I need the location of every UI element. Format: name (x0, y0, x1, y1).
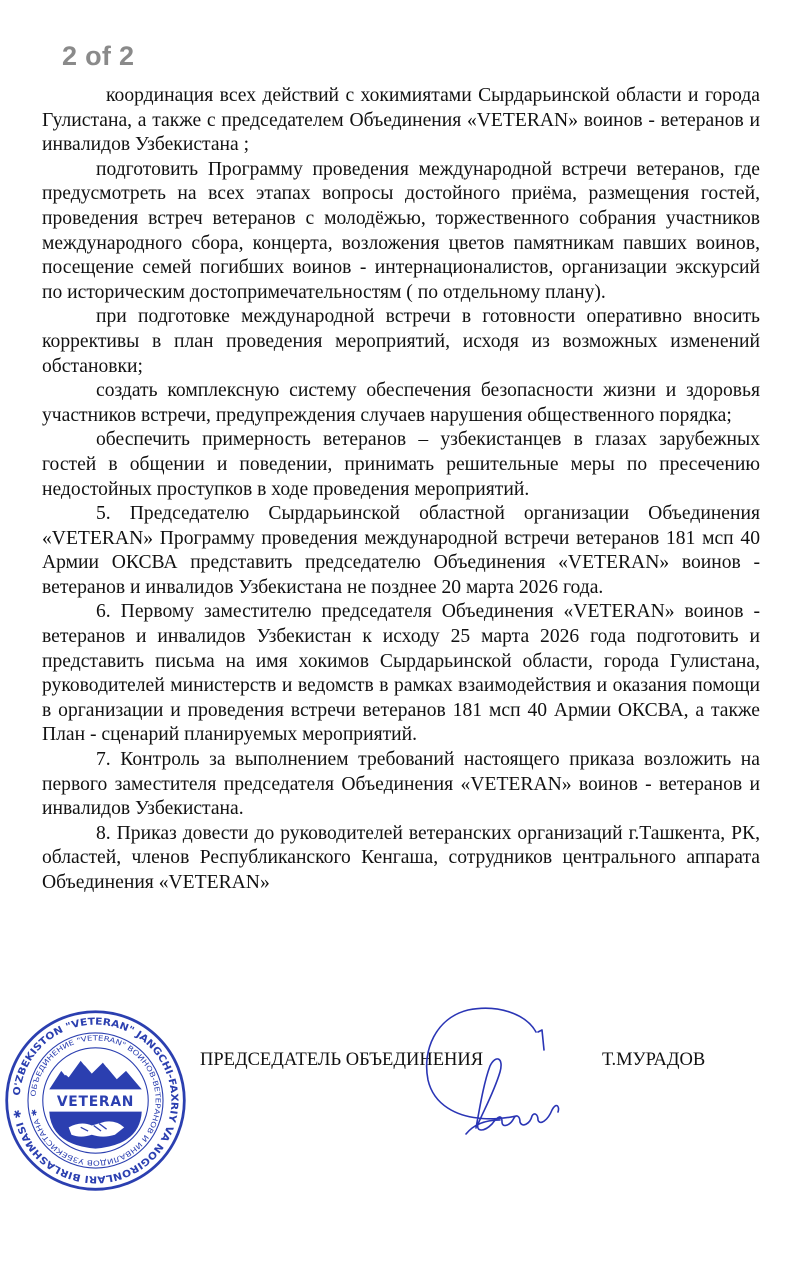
official-stamp (3, 1008, 188, 1193)
paragraph-security: создать комплексную систему обеспечения безопасности жизни и здоровья участников встречи, предупреждения случаев нарушения общественного порядка; (42, 380, 760, 426)
stamp-mountains-icon (49, 1061, 142, 1090)
paragraph-corrections: при подготовке международной встречи в готовности оперативно вносить коррективы в план проведения мероприятий, исходя из возможных изменений обстановки; (42, 306, 760, 377)
paragraph-item-8: 8. Приказ довести до руководителей ветеранских организаций г.Ташкента, РК, областей, членов Республиканского Кенгаша, сотрудников центрального аппарата Объединения «VETERAN» (42, 822, 760, 893)
signatory-name: Т.МУРАДОВ (602, 1050, 706, 1070)
handwritten-signature (418, 1002, 578, 1142)
stamp-outer-ring-text: O'ZBEKISTON "VETERAN" JANGCHI-FAXRIY VA NOGIRONLARI BIRLASHMASI ✱ (11, 1016, 180, 1185)
page-indicator: 2 of 2 (62, 41, 135, 71)
paragraph-item-6: 6. Первому заместителю председателя Объединения «VETERAN» воинов - ветеранов и инвалидов Узбекистан к исходу 25 марта 2026 года подготовить и представить письма на имя хокимов Сырдарьинской области, города Гулистана, руководителей министерств и ведомств в рамках взаимодействия и оказания помощи в организации и проведения встречи ветеранов 181 мсп 40 Армии ОКСВА, а также План - сценарий планируемых мероприятий. (42, 601, 760, 746)
paragraph-conduct: обеспечить примерность ветеранов – узбекистанцев в глазах зарубежных гостей в общении и поведении, принимать решительные меры по пресечению недостойных проступков в ходе проведения мероприятий. (42, 429, 760, 500)
document-body (42, 84, 760, 896)
paragraph-program: подготовить Программу проведения международной встречи ветеранов, где предусмотреть на всех этапах вопросы достойного приёма, размещения гостей, проведения встреч ветеранов с молодёжью, торжественного собрания участников международного сбора, концерта, возложения цветов памятникам павших воинов, посещение семей погибших воинов - интернационалистов, организации экскурсий по историческим достопримечательностям ( по отдельному плану). (42, 158, 760, 303)
stamp-inner-ring-text: ОБЪЕДИНЕНИЕ "VETERAN" ВОИНОВ-ВЕТЕРАНОВ И ИНВАЛИДОВ УЗБЕКИСТАНА ✱ (28, 1033, 163, 1168)
paragraph-item-5: 5. Председателю Сырдарьинской областной организации Объединения «VETERAN» Программу проведения международной встречи ветеранов 181 мсп 40 Армии ОКСВА представить председателю Объединения «VETERAN» воинов - ветеранов и инвалидов Узбекистана не позднее 20 марта 2026 года. (42, 503, 760, 598)
paragraph-coordination: координация всех действий с хокимиятами Сырдарьинской области и города Гулистана, а также с председателем Объединения «VETERAN» воинов - ветеранов и инвалидов Узбекистана ; (42, 85, 760, 156)
signatory-title: ПРЕДСЕДАТЕЛЬ ОБЪЕДИНЕНИЯ (200, 1050, 484, 1070)
stamp-center-text: VETERAN (56, 1094, 135, 1111)
paragraph-item-7: 7. Контроль за выполнением требований настоящего приказа возложить на первого заместителя председателя Объединения «VETERAN» воинов - ветеранов и инвалидов Узбекистана. (42, 749, 760, 820)
